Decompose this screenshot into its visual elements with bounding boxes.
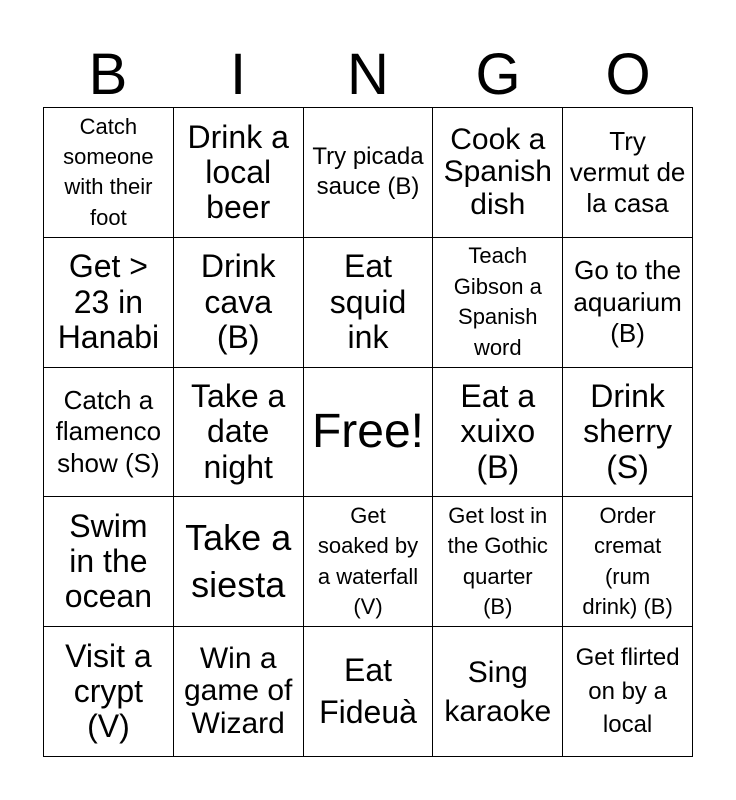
bingo-cell-text: Eat squid ink — [329, 248, 407, 355]
bingo-cell-r4c4[interactable] — [433, 497, 563, 627]
header-letter-g: G — [475, 42, 521, 107]
bingo-cell-r3c2[interactable] — [174, 368, 304, 498]
bingo-cell-text: Take a date night — [191, 378, 286, 485]
bingo-cell-r5c5[interactable] — [563, 627, 693, 757]
bingo-cell-text: Try vermut de la casa — [569, 125, 686, 218]
bingo-cell-r1c5[interactable] — [563, 108, 693, 238]
bingo-cell-r1c1[interactable] — [44, 108, 174, 238]
bingo-cell-text: Get > 23 in Hanabi — [57, 248, 160, 355]
header-letter-i: I — [229, 42, 247, 107]
bingo-cell-r4c3[interactable] — [304, 497, 434, 627]
bingo-cell-free[interactable] — [304, 368, 434, 498]
bingo-cell-r1c3[interactable] — [304, 108, 434, 238]
bingo-header — [43, 40, 693, 108]
bingo-board — [43, 107, 693, 757]
bingo-cell-r4c1[interactable] — [44, 497, 174, 627]
bingo-cell-text: Catch a flamenco show (S) — [55, 385, 162, 478]
bingo-cell-text: Try picada sauce (B) — [312, 143, 424, 201]
header-letter-n: N — [347, 42, 389, 107]
bingo-cell-text: Drink a local beer — [187, 118, 289, 225]
bingo-cell-r2c4[interactable] — [433, 238, 563, 368]
bingo-cell-text: Eat Fideuà — [319, 652, 417, 730]
bingo-cell-r3c4[interactable] — [433, 368, 563, 498]
bingo-cell-text: Teach Gibson a Spanish word — [453, 243, 542, 360]
bingo-cell-text: Get soaked by a waterfall (V) — [317, 503, 419, 620]
bingo-cell-text: Get flirted on by a local — [575, 644, 680, 739]
bingo-cell-text: Free! — [311, 404, 424, 458]
bingo-cell-r2c2[interactable] — [174, 238, 304, 368]
bingo-cell-text: Drink cava (B) — [200, 248, 276, 355]
bingo-cell-r3c5[interactable] — [563, 368, 693, 498]
bingo-cell-r4c2[interactable] — [174, 497, 304, 627]
bingo-cell-text: Cook a Spanish dish — [443, 122, 552, 221]
bingo-cell-r2c5[interactable] — [563, 238, 693, 368]
bingo-cell-r5c2[interactable] — [174, 627, 304, 757]
bingo-cell-r1c2[interactable] — [174, 108, 304, 238]
bingo-cell-r4c5[interactable] — [563, 497, 693, 627]
bingo-cell-r2c3[interactable] — [304, 238, 434, 368]
header-letter-b: B — [88, 42, 128, 107]
bingo-cell-r2c1[interactable] — [44, 238, 174, 368]
bingo-cell-text: Take a siesta — [185, 516, 292, 605]
bingo-cell-text: Win a game of Wizard — [183, 642, 293, 740]
bingo-cell-r3c1[interactable] — [44, 368, 174, 498]
bingo-cell-text: Visit a crypt (V) — [65, 637, 152, 745]
bingo-cell-r5c4[interactable] — [433, 627, 563, 757]
bingo-cell-text: Go to the aquarium (B) — [573, 255, 682, 348]
bingo-cell-r1c4[interactable] — [433, 108, 563, 238]
bingo-cell-text: Catch someone with their foot — [63, 113, 154, 230]
bingo-cell-r5c1[interactable] — [44, 627, 174, 757]
bingo-cell-text: Drink sherry (S) — [583, 378, 673, 485]
bingo-cell-text: Get lost in the Gothic quarter (B) — [447, 503, 548, 620]
bingo-cell-text: Swim in the ocean — [64, 508, 152, 615]
bingo-cell-r5c3[interactable] — [304, 627, 434, 757]
bingo-cell-text: Sing karaoke — [444, 655, 552, 728]
header-letter-o: O — [605, 42, 651, 107]
bingo-cell-text: Eat a xuixo (B) — [460, 378, 536, 485]
bingo-cell-text: Order cremat (rum drink) (B) — [582, 503, 673, 620]
